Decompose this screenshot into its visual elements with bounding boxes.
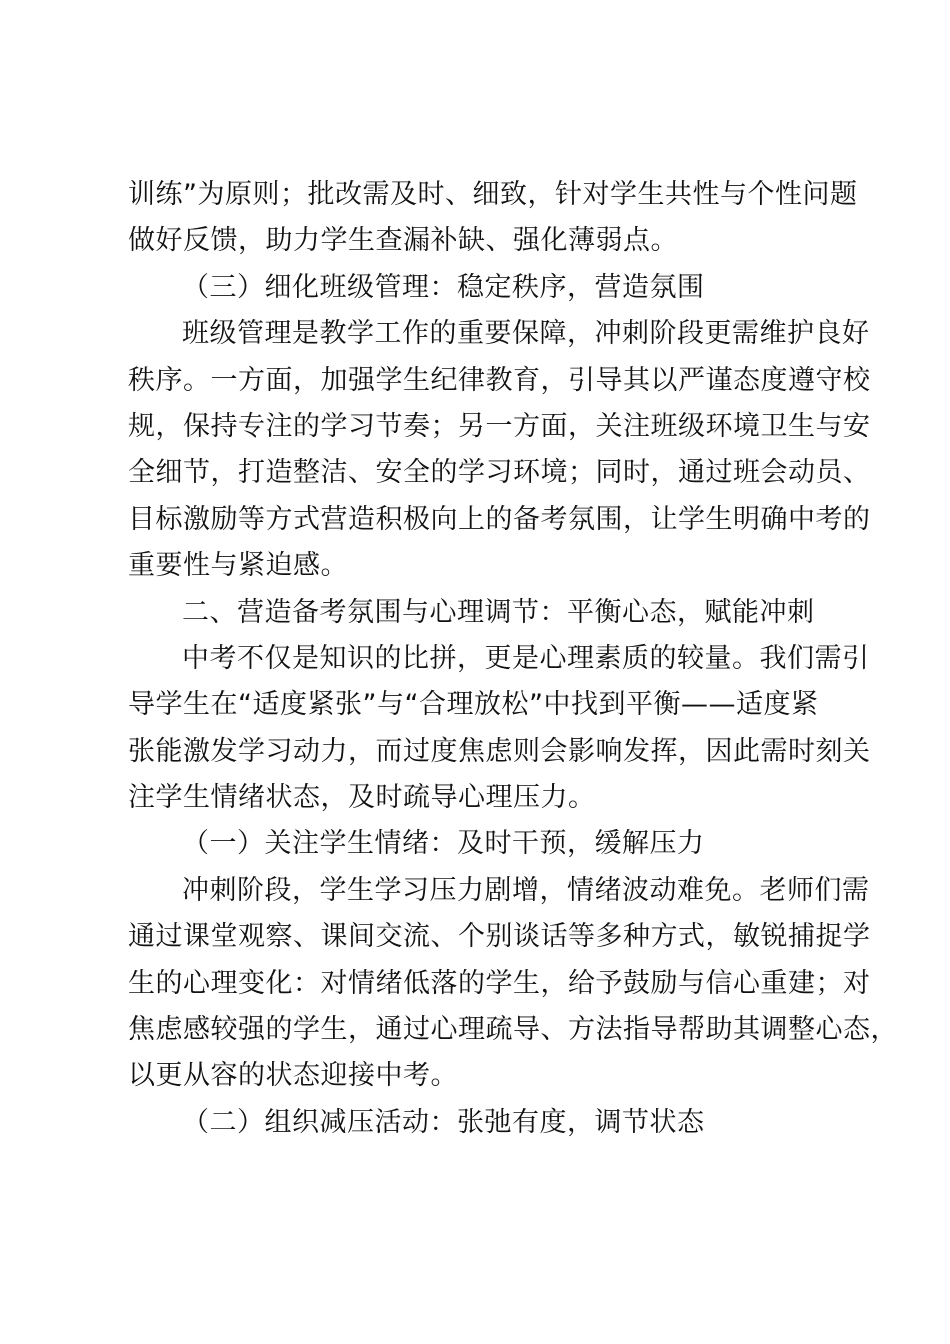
body-line: 通过课堂观察、课间交流、个别谈话等多种方式，敏锐捕捉学 [128,921,871,953]
body-line: 生的心理变化：对情绪低落的学生，给予鼓励与信心重建；对 [128,967,871,999]
body-line: 全细节，打造整洁、安全的学习环境；同时，通过班会动员、 [128,457,871,489]
body-line: 秩序。一方面，加强学生纪律教育，引导其以严谨态度遵守校 [128,364,871,396]
subheading-line: （一）关注学生情绪：及时干预，缓解压力 [182,828,705,860]
body-line: 规，保持专注的学习节奏；另一方面，关注班级环境卫生与安 [128,410,871,442]
body-line: 重要性与紧迫感。 [128,550,348,582]
body-line: 冲刺阶段，学生学习压力剧增，情绪波动难免。老师们需 [182,874,870,906]
subheading-line: （三）细化班级管理：稳定秩序，营造氛围 [182,271,705,303]
body-line: 以更从容的状态迎接中考。 [128,1060,458,1092]
body-line: 目标激励等方式营造积极向上的备考氛围，让学生明确中考的 [128,503,871,535]
body-line: 焦虑感较强的学生，通过心理疏导、方法指导帮助其调整心态， [128,1014,898,1046]
section-heading-line: 二、营造备考氛围与心理调节：平衡心态，赋能冲刺 [182,596,815,628]
body-line: 中考不仅是知识的比拼，更是心理素质的较量。我们需引 [182,642,870,674]
body-line: 班级管理是教学工作的重要保障，冲刺阶段更需维护良好 [182,318,870,350]
document-body [128,172,898,1146]
body-line: 注学生情绪状态，及时疏导心理压力。 [128,782,596,814]
body-line: 训练”为原则；批改需及时、细致，针对学生共性与个性问题 [128,179,858,210]
body-line: 做好反馈，助力学生查漏补缺、强化薄弱点。 [128,225,678,257]
body-line: 导学生在“适度紧张”与“合理放松”中找到平衡——适度紧 [128,689,819,721]
subheading-line: （二）组织减压活动：张弛有度，调节状态 [182,1106,705,1138]
body-line: 张能激发学习动力，而过度焦虑则会影响发挥，因此需时刻关 [128,735,871,767]
